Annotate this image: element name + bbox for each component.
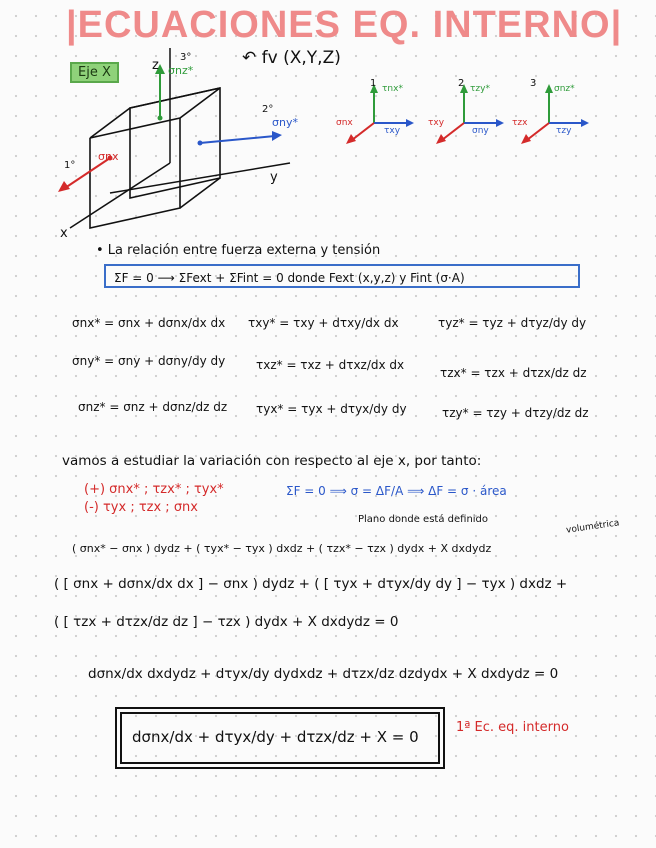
- x-axis-label: x: [60, 226, 68, 241]
- def-r1-c3: τyz* = τyz + dτyz/dy dy: [438, 316, 587, 330]
- face-x-label: 1°: [64, 160, 76, 171]
- face-z-label: 3°: [180, 52, 192, 63]
- derivation-line-2: ( [ σnx + dσnx/dx dx ] − σnx ) dydz + ( [ τyx + dτyx/dy dy ] − τyx ) dxdz +: [54, 576, 568, 592]
- x-axis-line: [70, 163, 170, 228]
- volumetrica-note: volumétrica: [565, 518, 620, 536]
- y-axis-line: [110, 163, 290, 193]
- derivation-line-3: ( [ τzx + dτzx/dz dz ] − τzx ) dydx + X dxdydz = 0: [54, 614, 399, 630]
- y-axis-label: y: [270, 170, 278, 185]
- final-equation-box: [120, 712, 440, 764]
- small-2-top: τzy*: [470, 84, 490, 94]
- vamos-text: vamos a estudiar la variación con respecto al eje x, por tanto:: [62, 453, 482, 469]
- def-r3-c1: σnz* = σnz + dσnz/dz dz: [78, 400, 228, 414]
- def-r3-c2: τyx* = τyx + dτyx/dy dy: [256, 402, 407, 416]
- def-r2-c3: τzx* = τzx + dτzx/dz dz: [440, 366, 587, 380]
- signs-plus: (+) σnx* ; τzx* ; τyx*: [84, 482, 224, 497]
- sigma-ny-label: σny*: [272, 116, 298, 129]
- sigma-nx-label: σnx: [98, 150, 119, 163]
- small-diagram-1: [346, 84, 414, 144]
- relation-box: ΣF = 0 ⟶ ΣFext + ΣFint = 0 donde Fext (x,y,z) y Fint (σ·A): [104, 264, 580, 288]
- sigma-definition: ΣF = 0 ⟹ σ = ΔF/A ⟹ ΔF = σ · área: [286, 484, 507, 498]
- derivation-line-4: dσnx/dx dxdydz + dτyx/dy dydxdz + dτzx/dz dzdydx + X dxdydz = 0: [88, 666, 559, 682]
- small-1-top: τnx*: [382, 84, 403, 94]
- plano-note: Plano donde está definido: [358, 514, 489, 525]
- sigma-nz-label: σnz*: [168, 64, 194, 77]
- def-r3-c3: τzy* = τzy + dτzy/dz dz: [442, 406, 589, 420]
- small-3-top: σnz*: [554, 84, 575, 94]
- face-y-label: 2°: [262, 104, 274, 115]
- small-2-right: σny: [472, 126, 489, 136]
- def-r2-c2: τxz* = τxz + dτxz/dx dx: [256, 358, 405, 372]
- final-note: 1ª Ec. eq. interno: [456, 720, 569, 735]
- curved-arrow-icon: ↶: [242, 48, 257, 68]
- def-r2-c1: σny* = σny + dσny/dy dy: [72, 354, 226, 368]
- def-r1-c1: σnx* = σnx + dσnx/dx dx: [72, 316, 226, 330]
- relation-heading: • La relación entre fuerza externa y tensión: [96, 243, 381, 258]
- small-3-right: τzy: [556, 126, 572, 136]
- axis-tag: Eje X: [70, 62, 119, 83]
- z-axis-label: z: [152, 58, 159, 73]
- force-vector-label: ↶ fv (X,Y,Z): [242, 48, 341, 68]
- small-2-num: 2: [458, 78, 465, 89]
- small-1-right: τxy: [384, 126, 401, 136]
- def-r1-c2: τxy* = τxy + dτxy/dx dx: [248, 316, 399, 330]
- derivation-line-1: ( σnx* − σnx ) dydz + ( τyx* − τyx ) dxdz + ( τzx* − τzx ) dydx + X dxdydz: [72, 542, 492, 555]
- small-3-left: τzx: [512, 118, 528, 128]
- signs-minus: (-) τyx ; τzx ; σnx: [84, 500, 198, 515]
- small-2-left: τxy: [428, 118, 445, 128]
- final-equation: dσnx/dx + dτyx/dy + dτzx/dz + X = 0: [132, 728, 419, 746]
- small-1-num: 1: [370, 78, 377, 89]
- small-3-num: 3: [530, 78, 537, 89]
- small-1-left: σnx: [336, 118, 353, 128]
- cube-top: [90, 88, 220, 138]
- page-title: |ECUACIONES EQ. INTERNO|: [66, 4, 623, 46]
